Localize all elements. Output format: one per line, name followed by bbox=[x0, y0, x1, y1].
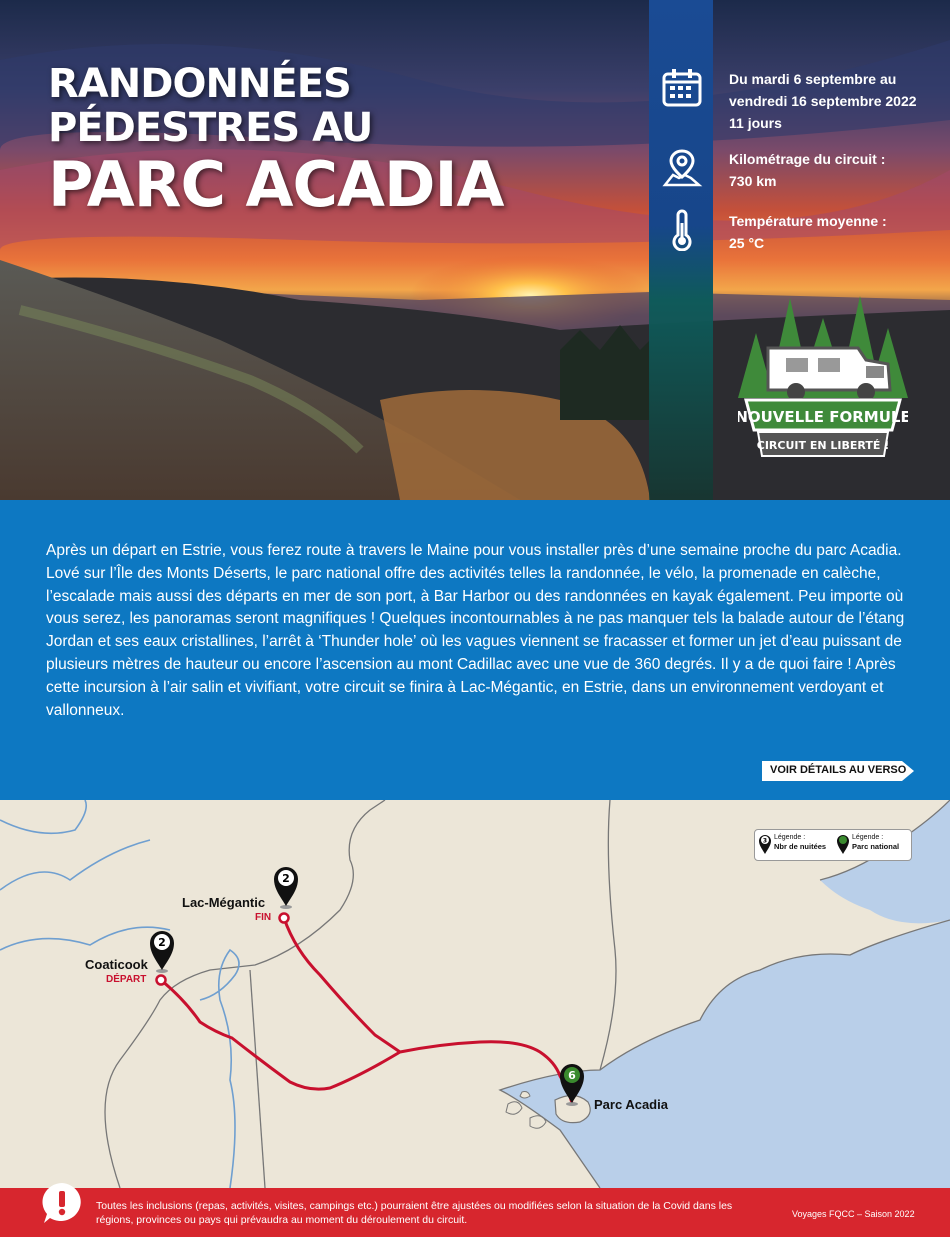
legend-nights-label: Nbr de nuitées bbox=[774, 842, 827, 851]
start-label: DÉPART bbox=[106, 974, 147, 985]
map-pin-icon bbox=[150, 931, 174, 973]
trip-description: Après un départ en Estrie, vous ferez route à travers le Maine pour vous installer près d’une semaine proche du parc Acadia. Lové sur l’Île des Monts Déserts, le parc national offre des activités telles la randonnée, le vélo, la promenade en calèche, l’escalade mais aussi des départs en mer de son port, à Bar Harbor ou des randonnées en kayak également. Peu importe où vous serez, les panoramas seront magnifiques ! Quelques incontournables à ne pas manquer tels la balade autour de l’étang Jordan et ses eaux cristallines, l’arrêt à ‘Thunder hole’ où les vagues viennent se fracasser et former un jet d’eau puissant de plusieurs mètres de hauteur ou encore l’ascension au mont Cadillac avec une vue de 360 degrés. Il y a de quoi faire ! Après cette incursion à l’air salin et vivifiant, votre circuit se finira à Lac-Mégantic, en Estrie, dans un environnement verdoyant et vallonneux. bbox=[46, 542, 905, 719]
river bbox=[0, 800, 86, 833]
city-label-coaticook: Coaticook bbox=[85, 957, 148, 972]
badge-line-2: CIRCUIT EN LIBERTÉ ! bbox=[756, 439, 890, 452]
city-label-parc-acadia: Parc Acadia bbox=[594, 1097, 668, 1112]
covid-notice: Toutes les inclusions (repas, activités, visites, campings etc.) pourraient être ajustées ou modifiées selon la situation de la Covid dans les régions, provinces ou pays qui prévaudra au moment du déroulement du circuit. bbox=[96, 1200, 733, 1226]
dates-text bbox=[729, 68, 949, 134]
state-border bbox=[600, 800, 616, 1070]
thermometer-icon bbox=[660, 208, 704, 252]
pin-nights: 2 bbox=[158, 936, 166, 949]
route-outbound bbox=[161, 980, 572, 1103]
badge-line-1: NOUVELLE FORMULE bbox=[738, 408, 908, 426]
legend-caption: Légende : bbox=[852, 834, 884, 841]
ocean-water bbox=[500, 920, 950, 1188]
title-line-1: RANDONNÉES bbox=[48, 61, 351, 107]
temperature-text bbox=[729, 210, 949, 254]
see-details-label: VOIR DÉTAILS AU VERSO bbox=[770, 764, 907, 776]
city-label-lac-megantic: Lac-Mégantic bbox=[182, 895, 266, 910]
distance-text bbox=[729, 148, 949, 192]
island bbox=[506, 1102, 522, 1115]
border-line bbox=[105, 800, 385, 1188]
island bbox=[520, 1092, 530, 1099]
legend-caption: Légende : bbox=[774, 834, 806, 841]
bay-water bbox=[820, 800, 950, 923]
dates-line: Du mardi 6 septembre au bbox=[729, 71, 897, 87]
river bbox=[0, 927, 170, 950]
calendar-icon bbox=[660, 66, 704, 110]
info-dates bbox=[660, 66, 917, 131]
route-return bbox=[284, 918, 400, 1052]
temperature-value: 25 °C bbox=[729, 235, 765, 251]
dates-line: vendredi 16 septembre 2022 bbox=[729, 93, 917, 109]
footer-credit: Voyages FQCC – Saison 2022 bbox=[792, 1209, 915, 1219]
map-pin-icon bbox=[274, 867, 298, 909]
river bbox=[200, 950, 239, 1188]
temperature-label: Température moyenne : bbox=[729, 213, 887, 229]
state-border bbox=[250, 970, 265, 1188]
map-pin-icon bbox=[660, 146, 704, 190]
info-temperature bbox=[660, 208, 887, 252]
pin-nights: 2 bbox=[282, 872, 290, 885]
new-formula-badge bbox=[738, 288, 908, 468]
distance-label: Kilométrage du circuit : bbox=[729, 151, 886, 167]
pin-nights: 6 bbox=[568, 1069, 576, 1082]
info-distance bbox=[660, 146, 886, 190]
legend-park-label: Parc national bbox=[852, 842, 900, 851]
legend-sample-nights: 3 bbox=[762, 837, 768, 845]
title-line-3: PARC ACADIA bbox=[48, 148, 504, 221]
start-point bbox=[157, 976, 166, 985]
legend-nights bbox=[774, 833, 826, 851]
duration-text: 11 jours bbox=[729, 115, 782, 131]
distance-value: 730 km bbox=[729, 173, 777, 189]
legend-park bbox=[852, 833, 899, 851]
page-title bbox=[48, 62, 504, 220]
see-details-button[interactable] bbox=[762, 761, 914, 781]
title-line-2: PÉDESTRES AU bbox=[48, 105, 373, 151]
alert-icon bbox=[40, 1181, 84, 1225]
end-label: FIN bbox=[255, 912, 272, 923]
map-legend bbox=[754, 829, 912, 861]
end-point bbox=[280, 914, 289, 923]
river bbox=[0, 840, 150, 890]
